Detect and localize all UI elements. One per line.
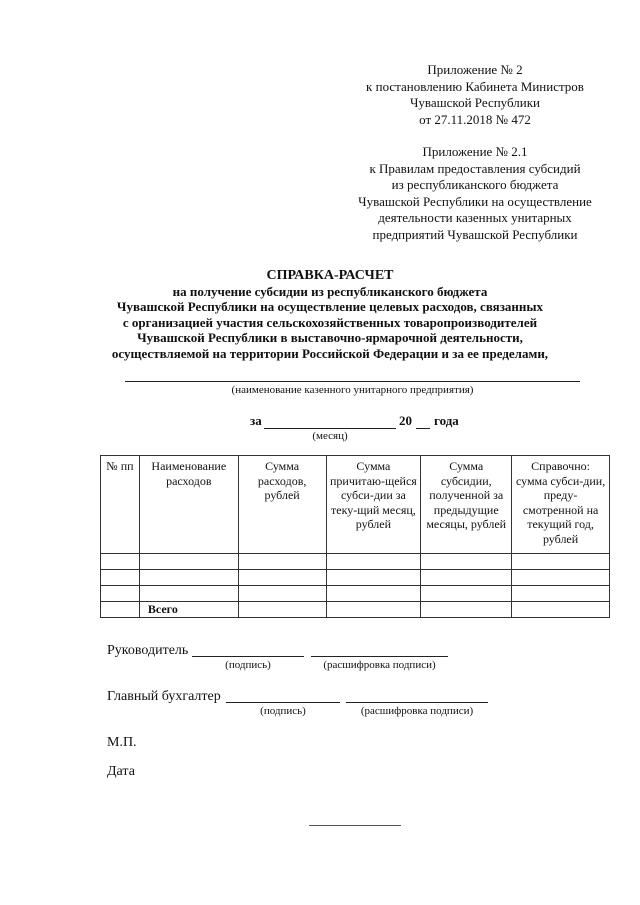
title-line: с организацией участия сельскохозяйственных товаропроизводителей (122, 314, 538, 330)
enterprise-name-field[interactable] (125, 381, 580, 382)
table-cell[interactable] (512, 554, 610, 570)
table-row (101, 554, 610, 570)
table-cell (101, 602, 140, 618)
appendix-2-block (320, 62, 630, 128)
table-cell[interactable] (512, 570, 610, 586)
appendix-21-block (320, 144, 630, 243)
stamp-label: М.П. (107, 735, 137, 750)
table-cell[interactable] (238, 570, 326, 586)
table-cell[interactable] (139, 586, 238, 602)
table-cell[interactable] (512, 586, 610, 602)
appendix-2-line: к постановлению Кабинета Министров (366, 78, 584, 94)
table-row (101, 586, 610, 602)
table-cell[interactable] (139, 570, 238, 586)
head-decode-caption: (расшифровка подписи) (323, 659, 436, 671)
table-header-row (101, 456, 610, 554)
title-line: Чувашской Республики в выставочно-ярмарочной деятельности, (137, 330, 523, 345)
head-decode-field[interactable] (311, 656, 448, 657)
table-cell[interactable] (139, 554, 238, 570)
table-cell[interactable] (326, 586, 421, 602)
col-header-previous-subsidy: Сумма субсидии, полученной за предыдущие месяцы, рублей (421, 456, 512, 554)
table-cell[interactable] (101, 570, 140, 586)
subsidy-table (100, 455, 610, 618)
table-cell[interactable] (421, 570, 512, 586)
closing-separator (309, 825, 401, 826)
table-cell[interactable] (238, 586, 326, 602)
date-label: Дата (107, 764, 135, 779)
accountant-label: Главный бухгалтер (107, 689, 221, 704)
year-field[interactable] (416, 428, 430, 429)
enterprise-caption: (наименование казенного унитарного предприятия) (231, 384, 474, 396)
appendix-21-line: Чувашской Республики на осуществление (358, 193, 592, 209)
title-line: Чувашской Республики на осуществление целевых расходов, связанных (116, 299, 544, 314)
table-cell[interactable] (238, 602, 326, 618)
col-header-current-subsidy: Сумма причитаю-щейся субси-дии за теку-щий месяц, рублей (326, 456, 421, 554)
table-cell[interactable] (512, 602, 610, 618)
period-prefix: за (250, 413, 262, 428)
table-total-row (101, 602, 610, 618)
table-cell[interactable] (101, 554, 140, 570)
total-label: Всего (139, 602, 238, 618)
table-cell[interactable] (421, 602, 512, 618)
appendix-2-line: Чувашской Республики (409, 95, 541, 110)
appendix-21-line: Приложение № 2.1 (422, 144, 528, 159)
table-cell[interactable] (326, 554, 421, 570)
appendix-21-line: к Правилам предоставления субсидий (369, 160, 581, 176)
col-header-annual-subsidy: Справочно: сумма субси-дии, преду-смотренной на текущий год, рублей (512, 456, 610, 554)
accountant-decode-field[interactable] (346, 702, 488, 703)
table-cell[interactable] (326, 602, 421, 618)
table-cell[interactable] (421, 586, 512, 602)
appendix-21-line: предприятий Чувашской Республики (372, 226, 578, 242)
appendix-21-line: деятельности казенных унитарных (378, 210, 572, 225)
document-title-block (60, 268, 600, 361)
month-caption: (месяц) (312, 430, 348, 442)
table-row (101, 570, 610, 586)
title-line: на получение субсидии из республиканского бюджета (172, 283, 488, 299)
head-label: Руководитель (107, 643, 189, 658)
accountant-signature-field[interactable] (226, 702, 340, 703)
table-cell[interactable] (101, 586, 140, 602)
table-cell[interactable] (421, 554, 512, 570)
document-title: СПРАВКА-РАСЧЕТ (266, 268, 394, 283)
col-header-expense-name: Наименование расходов (139, 456, 238, 554)
appendix-2-line: Приложение № 2 (427, 62, 523, 77)
accountant-decode-caption: (расшифровка подписи) (360, 705, 474, 717)
head-signature-field[interactable] (192, 656, 304, 657)
col-header-expense-sum: Сумма расходов, рублей (238, 456, 326, 554)
month-field[interactable] (264, 428, 396, 429)
title-line: осуществляемой на территории Российской Федерации и за ее пределами, (111, 345, 549, 361)
head-signature-caption: (подпись) (225, 659, 271, 671)
table-cell[interactable] (238, 554, 326, 570)
year-prefix: 20 (399, 413, 412, 428)
accountant-signature-caption: (подпись) (260, 705, 306, 717)
period-suffix: года (434, 413, 459, 428)
appendix-21-line: из республиканского бюджета (391, 177, 559, 192)
col-header-number: № пп (101, 456, 140, 554)
table-cell[interactable] (326, 570, 421, 586)
appendix-2-line: от 27.11.2018 № 472 (419, 111, 531, 127)
